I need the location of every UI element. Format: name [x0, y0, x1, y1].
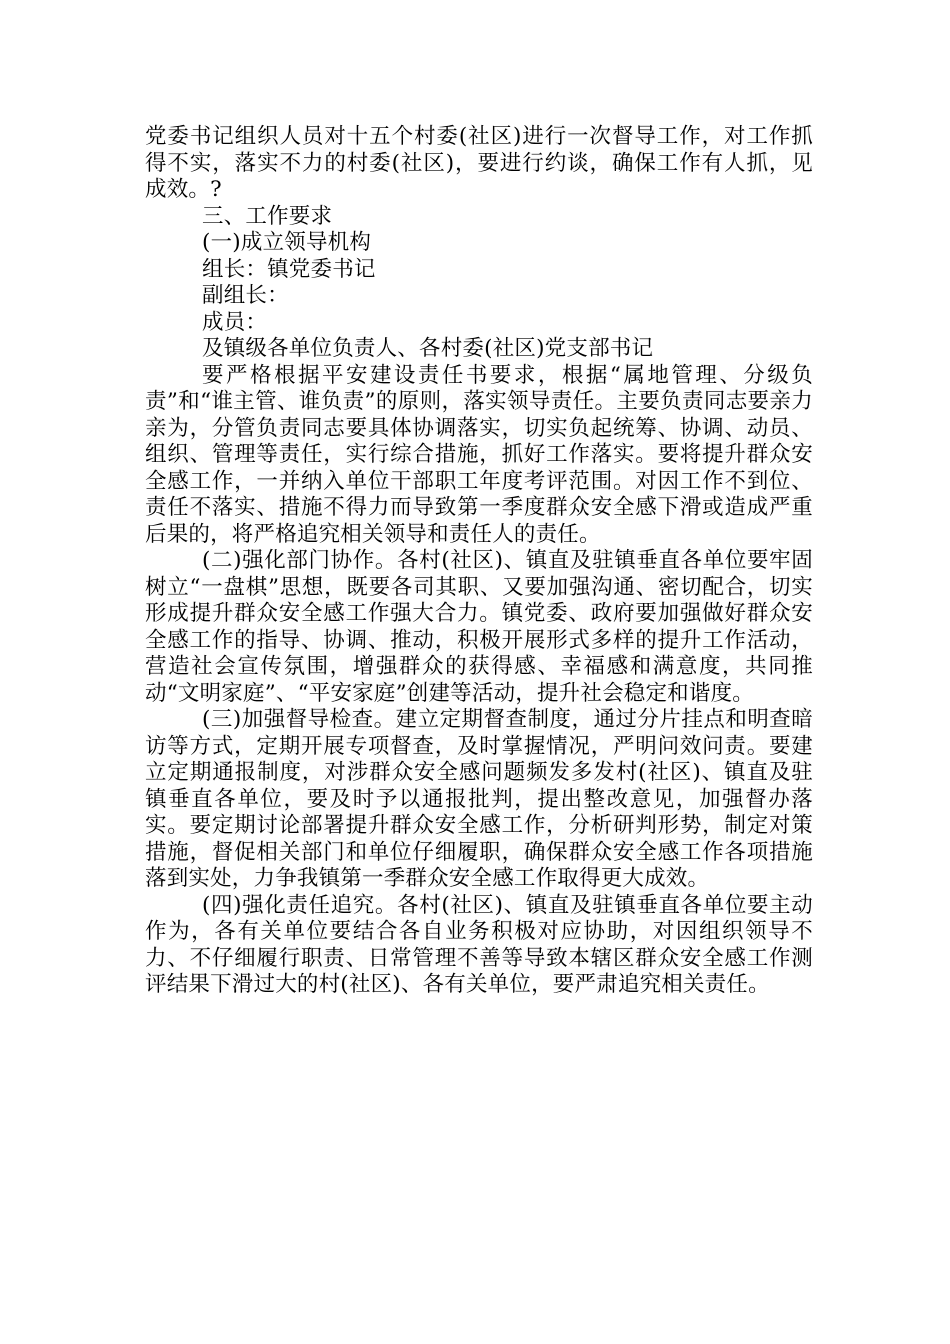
paragraph-responsibility: 要严格根据平安建设责任书要求，根据“属地管理、分级负责”和“谁主管、谁负责”的原则，落实领导责任。主要负责同志要亲力亲为，分管负责同志要具体协调落实，切实负起统筹、协调、动员、组织、管理等责任，实行综合措施，抓好工作落实。要将提升群众安全感工作，一并纳入单位干部职工年度考评范围。对因工作不到位、责任不落实、措施不得力而导致第一季度群众安全感下滑或造成严重后果的，将严格追究相关领导和责任人的责任。 [145, 362, 813, 547]
members-line: 成员： [202, 309, 268, 335]
paragraph-department-cooperation: (二)强化部门协作。各村(社区)、镇直及驻镇垂直各单位要牢固树立“一盘棋”思想，既要各司其职、又要加强沟通、密切配合，切实形成提升群众安全感工作强大合力。镇党委、政府要加强做好群众安全感工作的指导、协调、推动，积极开展形式多样的提升工作活动，营造社会宣传氛围，增强群众的获得感、幸福感和满意度，共同推动“文明家庭”、“平安家庭”创建等活动，提升社会稳定和谐度。 [145, 548, 813, 706]
deputy-leader-line: 副组长： [202, 283, 289, 308]
paragraph-continuation: 党委书记组织人员对十五个村委(社区)进行一次督导工作，对工作抓得不实，落实不力的村委(社区)，要进行约谈，确保工作有人抓，见成效。? [145, 124, 813, 202]
leader-line: 组长：镇党委书记 [202, 256, 376, 282]
section-heading-work-requirements: 三、工作要求 [202, 203, 333, 229]
members-detail-line: 及镇级各单位负责人、各村委(社区)党支部书记 [202, 336, 654, 361]
subheading-leadership-body: (一)成立领导机构 [202, 230, 372, 255]
document-body [145, 124, 813, 999]
paragraph-supervision: (三)加强督导检查。建立定期督查制度，通过分片挂点和明查暗访等方式，定期开展专项督查，及时掌握情况，严明问效问责。要建立定期通报制度，对涉群众安全感问题频发多发村(社区)、镇直及驻镇垂直各单位，要及时予以通报批判，提出整改意见，加强督办落实。要定期讨论部署提升群众安全感工作，分析研判形势，制定对策措施，督促相关部门和单位仔细履职，确保群众安全感工作各项措施落到实处，力争我镇第一季群众安全感工作取得更大成效。 [145, 707, 813, 891]
paragraph-accountability: (四)强化责任追究。各村(社区)、镇直及驻镇垂直各单位要主动作为，各有关单位要结合各自业务积极对应协助，对因组织领导不力、不仔细履行职责、日常管理不善等导致本辖区群众安全感工作测评结果下滑过大的村(社区)、各有关单位，要严肃追究相关责任。 [145, 892, 813, 997]
